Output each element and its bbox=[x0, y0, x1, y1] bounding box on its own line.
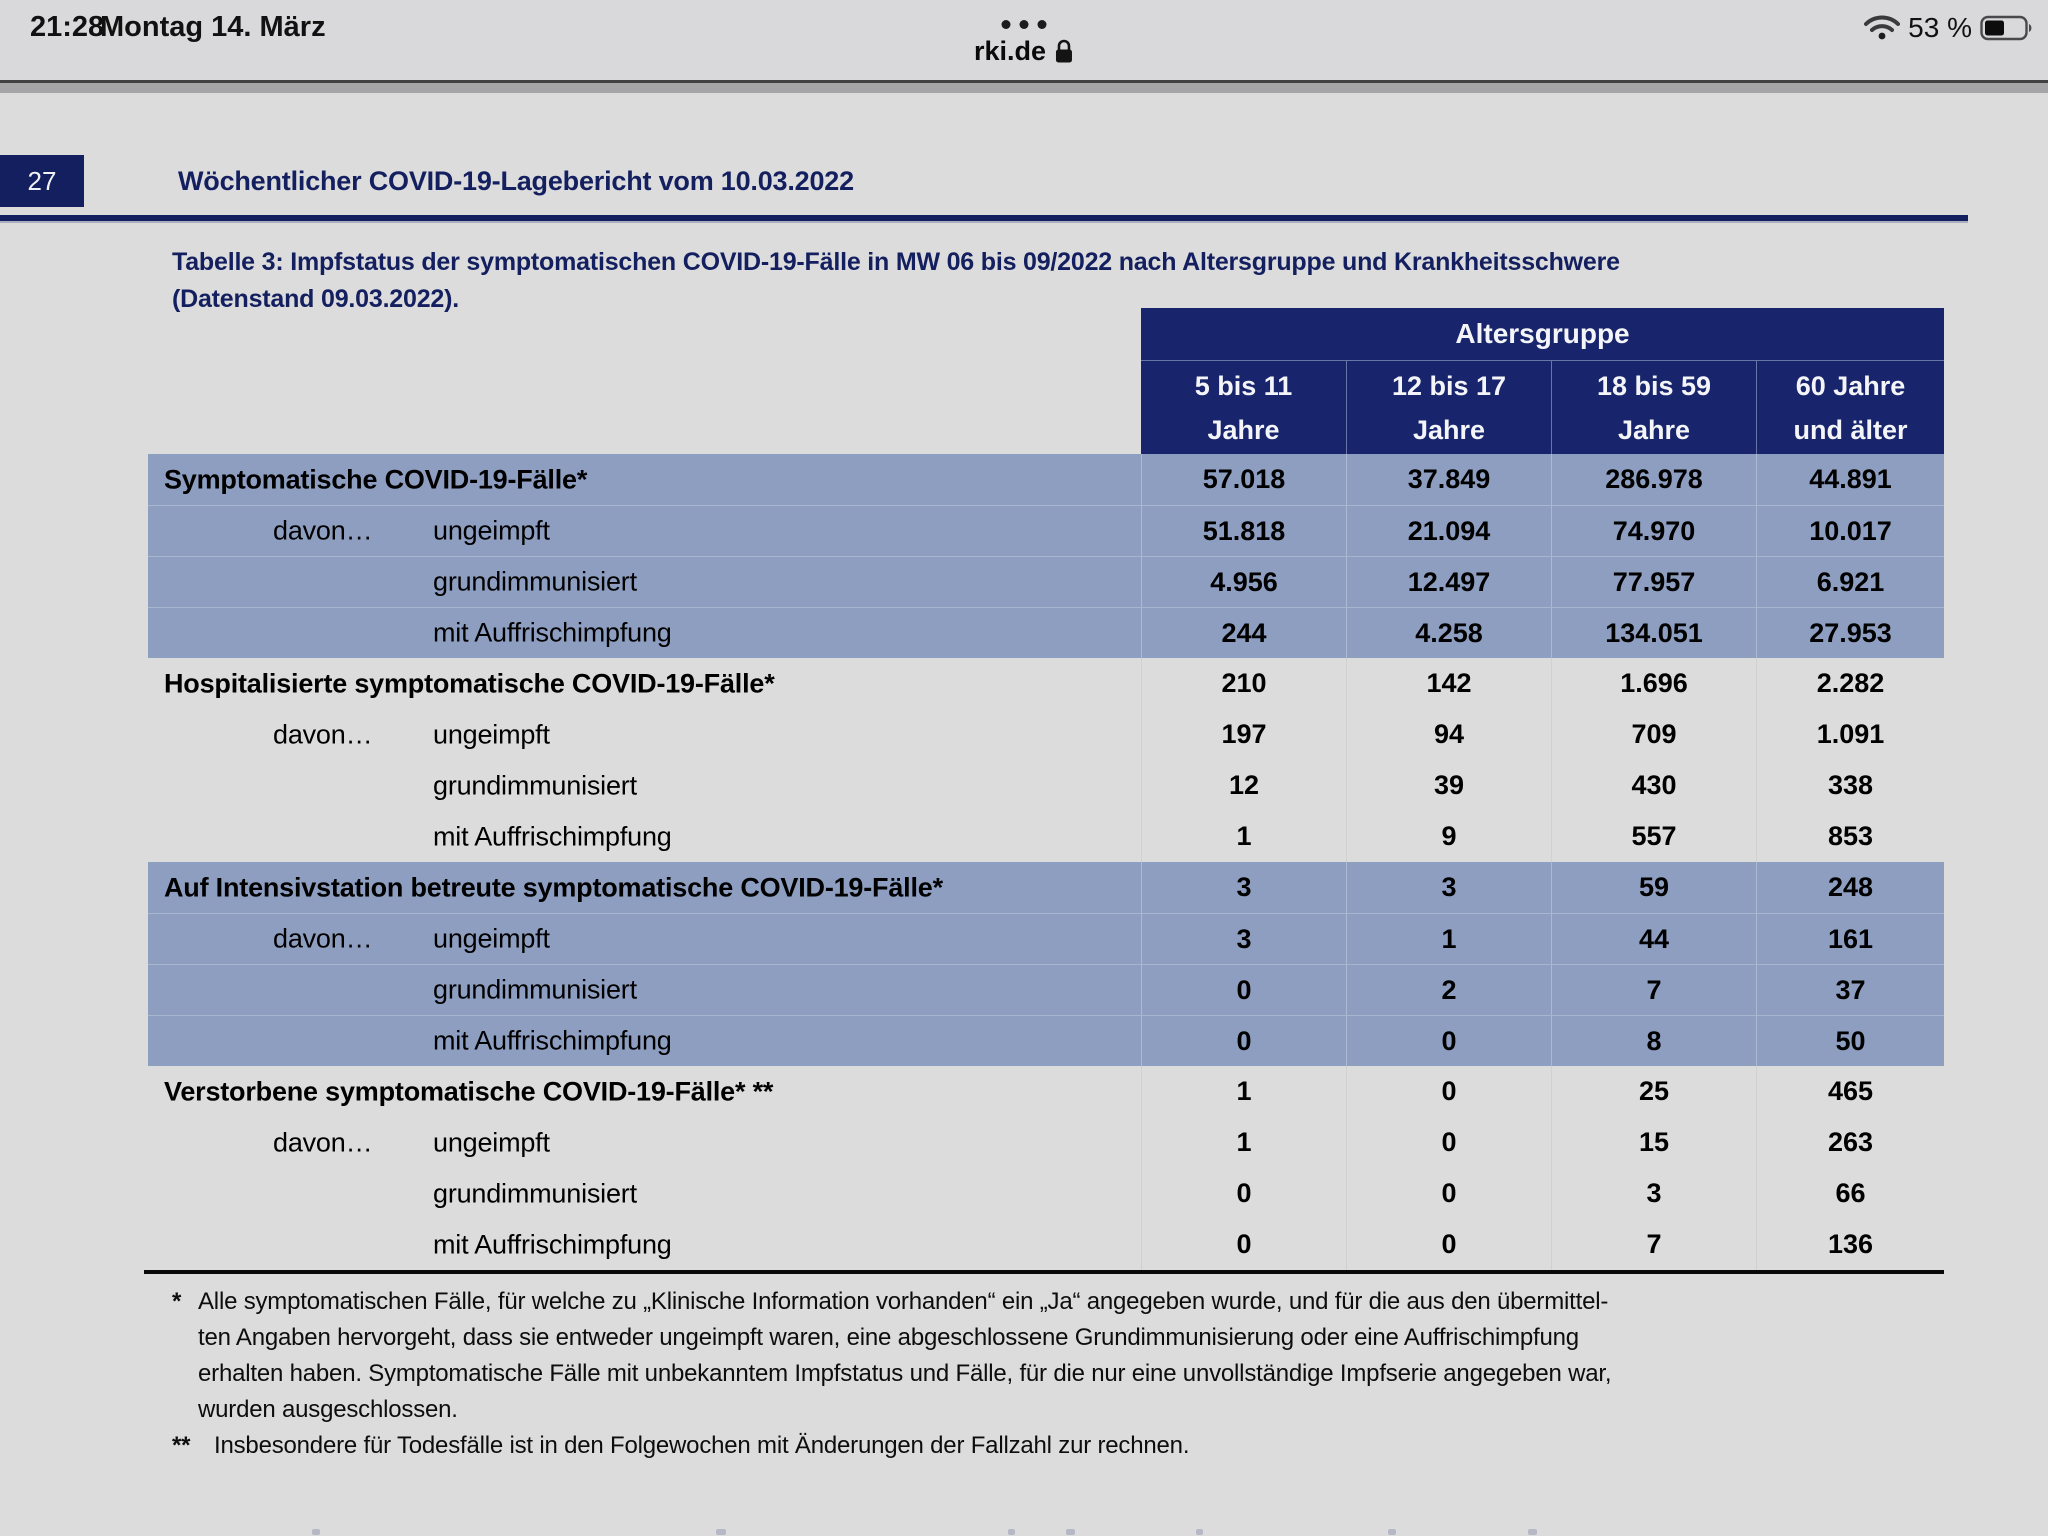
row-label-cell bbox=[148, 557, 1141, 607]
table-row bbox=[148, 709, 1944, 760]
cell-value: 21.094 bbox=[1346, 506, 1551, 556]
table-bottom-rule bbox=[144, 1270, 1944, 1274]
table-caption bbox=[172, 244, 1962, 318]
footnote-line: Insbesondere für Todesfälle ist in den Folgewochen mit Änderungen der Fallzahl zur rechnen. bbox=[214, 1432, 1190, 1459]
cell-value: 37.849 bbox=[1346, 454, 1551, 505]
cell-value: 1 bbox=[1141, 1117, 1346, 1168]
cell-value: 59 bbox=[1551, 862, 1756, 913]
column-header bbox=[1551, 361, 1756, 455]
column-header-line2: Jahre bbox=[1207, 415, 1280, 445]
footnote-line: ten Angaben hervorgeht, dass sie entweder ungeimpft waren, eine abgeschlossene Grundimmunisierung oder eine Auffrischimpfung bbox=[198, 1324, 1579, 1351]
cell-value: 0 bbox=[1346, 1117, 1551, 1168]
column-header-line1: 60 Jahre bbox=[1795, 371, 1906, 401]
column-header-line2: und älter bbox=[1793, 415, 1908, 445]
row-label-cell bbox=[148, 811, 1141, 862]
page-top-edge bbox=[0, 83, 2048, 93]
cell-value: 2.282 bbox=[1756, 658, 1944, 709]
column-header-line2: Jahre bbox=[1617, 415, 1691, 445]
row-label-cell bbox=[148, 608, 1141, 658]
footnote-line: Alle symptomatischen Fälle, für welche zu „Klinische Information vorhanden“ ein „Ja“ angegeben wurde, und für die aus den übermittel- bbox=[198, 1288, 1609, 1315]
page-menu-dots-icon[interactable] bbox=[1002, 20, 1047, 29]
row-label-cell bbox=[148, 760, 1141, 811]
cell-value: 44.891 bbox=[1756, 454, 1944, 505]
cell-value: 465 bbox=[1756, 1066, 1944, 1117]
cell-value: 6.921 bbox=[1756, 557, 1944, 607]
cell-value: 161 bbox=[1756, 914, 1944, 964]
cell-value: 557 bbox=[1551, 811, 1756, 862]
row-label-cell bbox=[148, 658, 1141, 709]
site-domain[interactable]: rki.de bbox=[973, 36, 1047, 66]
column-header-line2: Jahre bbox=[1412, 415, 1486, 445]
cell-value: 1.696 bbox=[1551, 658, 1756, 709]
table-row bbox=[148, 811, 1944, 862]
cell-value: 1 bbox=[1141, 811, 1346, 862]
cell-value: 709 bbox=[1551, 709, 1756, 760]
cell-value: 4.956 bbox=[1141, 557, 1346, 607]
cell-value: 50 bbox=[1756, 1016, 1944, 1066]
cell-value: 77.957 bbox=[1551, 557, 1756, 607]
cell-value: 0 bbox=[1141, 1168, 1346, 1219]
battery-percent: 53 % bbox=[1908, 12, 1972, 43]
section-label: Verstorbene symptomatische COVID-19-Fälle* ** bbox=[164, 1076, 774, 1106]
sub-row-label: mit Auffrischimpfung bbox=[433, 821, 672, 851]
sub-row-label: mit Auffrischimpfung bbox=[433, 1025, 672, 1056]
sub-row-label: grundimmunisiert bbox=[433, 566, 637, 597]
table-column-headers bbox=[1141, 360, 1944, 455]
sub-row-label: grundimmunisiert bbox=[433, 1178, 637, 1208]
cell-value: 15 bbox=[1551, 1117, 1756, 1168]
sub-row-label: mit Auffrischimpfung bbox=[433, 1229, 672, 1259]
footnotes bbox=[172, 1284, 1932, 1464]
row-label-cell bbox=[148, 1117, 1141, 1168]
footnote-line: wurden ausgeschlossen. bbox=[198, 1396, 458, 1423]
cell-value: 0 bbox=[1141, 1016, 1346, 1066]
column-header-line1: 18 bis 59 bbox=[1596, 371, 1712, 401]
row-label-cell bbox=[148, 1219, 1141, 1270]
footnote-marker: * bbox=[172, 1288, 182, 1315]
caption-line-1: Tabelle 3: Impfstatus der symptomatischen COVID-19-Fälle in MW 06 bis 09/2022 nach Altersgruppe und Krankheitsschwere bbox=[172, 248, 1620, 276]
footnote bbox=[172, 1428, 1932, 1464]
cell-value: 3 bbox=[1551, 1168, 1756, 1219]
column-header-line1: 5 bis 11 bbox=[1194, 371, 1293, 401]
davon-prefix: davon… bbox=[273, 1127, 373, 1157]
address-site[interactable] bbox=[974, 36, 1074, 67]
table-row bbox=[148, 607, 1944, 658]
sub-row-label: ungeimpft bbox=[433, 719, 550, 749]
cell-value: 197 bbox=[1141, 709, 1346, 760]
section-label: Auf Intensivstation betreute symptomatische COVID-19-Fälle* bbox=[164, 872, 943, 902]
status-indicators bbox=[1864, 12, 2034, 44]
cell-value: 3 bbox=[1141, 862, 1346, 913]
cell-value: 27.953 bbox=[1756, 608, 1944, 658]
davon-prefix: davon… bbox=[273, 515, 373, 546]
table-section-row bbox=[148, 454, 1944, 505]
section-label: Symptomatische COVID-19-Fälle* bbox=[164, 464, 588, 494]
table-row bbox=[148, 964, 1944, 1015]
cell-value: 210 bbox=[1141, 658, 1346, 709]
battery-icon bbox=[1980, 15, 2034, 41]
cell-value: 1.091 bbox=[1756, 709, 1944, 760]
cell-value: 74.970 bbox=[1551, 506, 1756, 556]
table-group-header: Altersgruppe bbox=[1455, 318, 1630, 349]
cell-value: 44 bbox=[1551, 914, 1756, 964]
cell-value: 12 bbox=[1141, 760, 1346, 811]
row-label-cell bbox=[148, 709, 1141, 760]
cell-value: 1 bbox=[1141, 1066, 1346, 1117]
footnote bbox=[172, 1284, 1932, 1428]
cell-value: 142 bbox=[1346, 658, 1551, 709]
cell-value: 0 bbox=[1346, 1016, 1551, 1066]
cell-value: 4.258 bbox=[1346, 608, 1551, 658]
cell-value: 0 bbox=[1346, 1219, 1551, 1270]
cell-value: 0 bbox=[1346, 1168, 1551, 1219]
column-header-line1: 12 bis 17 bbox=[1391, 371, 1507, 401]
cell-value: 8 bbox=[1551, 1016, 1756, 1066]
cell-value: 134.051 bbox=[1551, 608, 1756, 658]
cell-value: 263 bbox=[1756, 1117, 1944, 1168]
page-number: 27 bbox=[27, 165, 57, 196]
sub-row-label: grundimmunisiert bbox=[433, 770, 637, 800]
wifi-icon bbox=[1864, 15, 1900, 41]
status-date: Montag 14. März bbox=[100, 11, 326, 43]
cell-value: 2 bbox=[1346, 965, 1551, 1015]
footnote-line: erhalten haben. Symptomatische Fälle mit unbekanntem Impfstatus und Fälle, für die nur eine unvollständige Impfserie angegeben war, bbox=[198, 1360, 1612, 1387]
row-label-cell bbox=[148, 454, 1141, 505]
sub-row-label: grundimmunisiert bbox=[433, 974, 637, 1005]
cell-value: 7 bbox=[1551, 965, 1756, 1015]
row-label-cell bbox=[148, 862, 1141, 913]
cell-value: 37 bbox=[1756, 965, 1944, 1015]
column-header bbox=[1756, 361, 1944, 455]
cell-value: 39 bbox=[1346, 760, 1551, 811]
cell-value: 3 bbox=[1141, 914, 1346, 964]
table-row bbox=[148, 1168, 1944, 1219]
row-label-cell bbox=[148, 965, 1141, 1015]
row-label-cell bbox=[148, 1016, 1141, 1066]
column-header bbox=[1346, 361, 1551, 455]
davon-prefix: davon… bbox=[273, 719, 373, 749]
row-label-cell bbox=[148, 506, 1141, 556]
table-row bbox=[148, 1219, 1944, 1270]
table-section-row bbox=[148, 658, 1944, 709]
table-row bbox=[148, 913, 1944, 964]
table-row bbox=[148, 760, 1944, 811]
sub-row-label: ungeimpft bbox=[433, 923, 550, 954]
status-bar bbox=[0, 0, 2048, 80]
cell-value: 57.018 bbox=[1141, 454, 1346, 505]
cell-value: 338 bbox=[1756, 760, 1944, 811]
sub-row-label: ungeimpft bbox=[433, 1127, 550, 1157]
cell-value: 286.978 bbox=[1551, 454, 1756, 505]
document-title: Wöchentlicher COVID-19-Lagebericht vom 10.03.2022 bbox=[178, 166, 854, 196]
cell-value: 0 bbox=[1141, 1219, 1346, 1270]
cell-value: 7 bbox=[1551, 1219, 1756, 1270]
cell-value: 3 bbox=[1346, 862, 1551, 913]
cell-value: 12.497 bbox=[1346, 557, 1551, 607]
cell-value: 0 bbox=[1346, 1066, 1551, 1117]
footnote-marker: ** bbox=[172, 1432, 191, 1459]
row-label-cell bbox=[148, 1066, 1141, 1117]
table-row bbox=[148, 556, 1944, 607]
cell-value: 51.818 bbox=[1141, 506, 1346, 556]
cell-value: 248 bbox=[1756, 862, 1944, 913]
column-header bbox=[1141, 361, 1346, 455]
table-row bbox=[148, 1015, 1944, 1066]
davon-prefix: davon… bbox=[273, 923, 373, 954]
cell-value: 66 bbox=[1756, 1168, 1944, 1219]
cell-value: 1 bbox=[1346, 914, 1551, 964]
status-time: 21:28 bbox=[30, 11, 105, 43]
header-rule bbox=[0, 215, 1968, 221]
cell-value: 853 bbox=[1756, 811, 1944, 862]
table-section-row bbox=[148, 1066, 1944, 1117]
cell-value: 0 bbox=[1141, 965, 1346, 1015]
table-section-row bbox=[148, 862, 1944, 913]
table-body bbox=[148, 454, 1944, 1270]
cell-value: 10.017 bbox=[1756, 506, 1944, 556]
sub-row-label: mit Auffrischimpfung bbox=[433, 617, 672, 648]
cell-value: 94 bbox=[1346, 709, 1551, 760]
sub-row-label: ungeimpft bbox=[433, 515, 550, 546]
cell-value: 9 bbox=[1346, 811, 1551, 862]
table-row bbox=[148, 1117, 1944, 1168]
cell-value: 25 bbox=[1551, 1066, 1756, 1117]
cell-value: 244 bbox=[1141, 608, 1346, 658]
table-header bbox=[1141, 308, 1944, 454]
table-row bbox=[148, 505, 1944, 556]
section-label: Hospitalisierte symptomatische COVID-19-Fälle* bbox=[164, 668, 775, 698]
lock-icon bbox=[1054, 39, 1074, 65]
cell-value: 430 bbox=[1551, 760, 1756, 811]
cell-value: 136 bbox=[1756, 1219, 1944, 1270]
caption-line-2: (Datenstand 09.03.2022). bbox=[172, 285, 459, 313]
page-number-box bbox=[0, 155, 84, 207]
row-label-cell bbox=[148, 1168, 1141, 1219]
row-label-cell bbox=[148, 914, 1141, 964]
